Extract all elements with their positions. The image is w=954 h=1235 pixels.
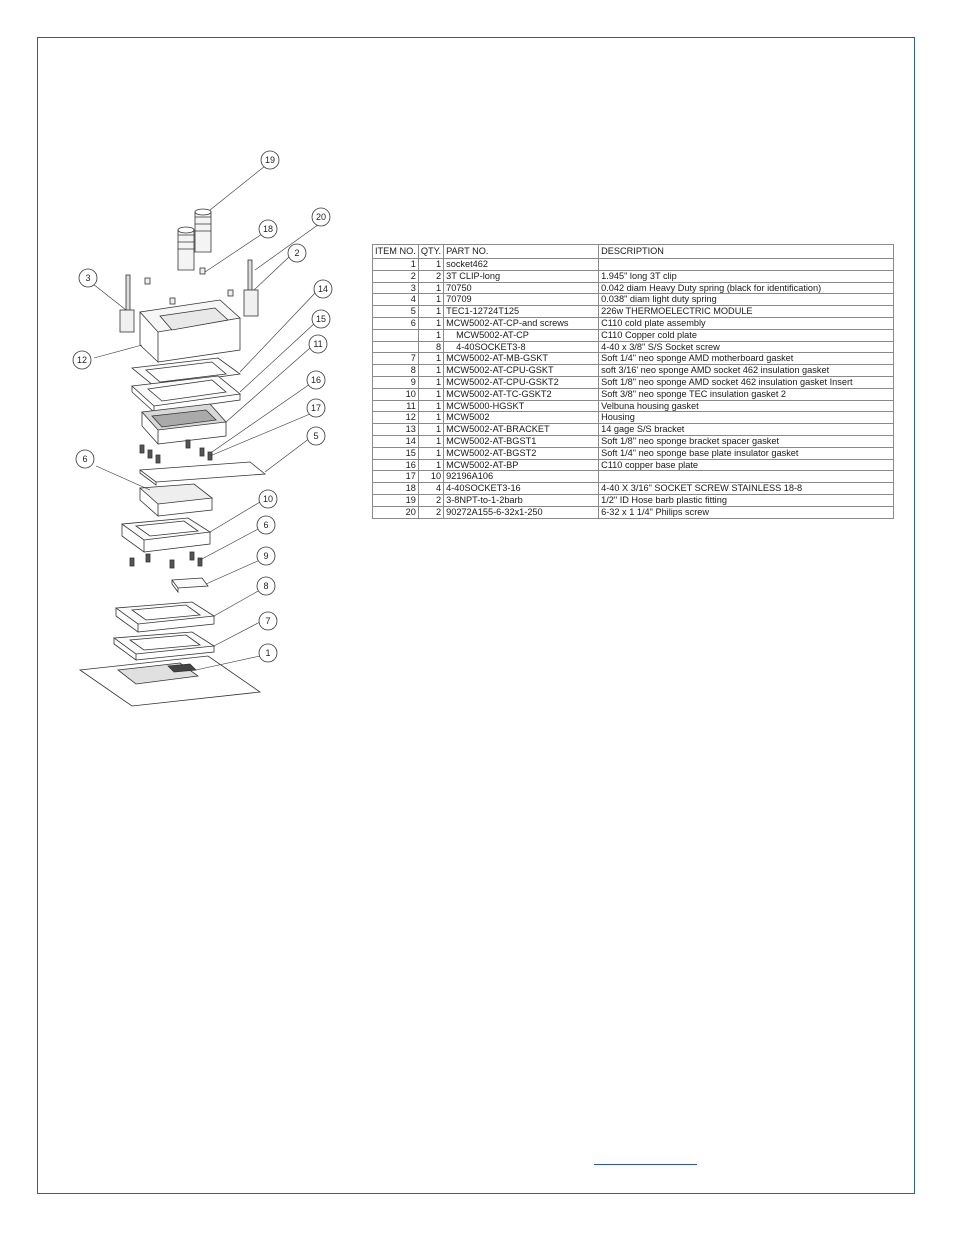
cell-item-no: 20 [373,506,419,518]
cpu-gasket [116,602,214,632]
table-row [373,270,894,282]
cell-part-no: 3-8NPT-to-1-2barb [444,494,599,506]
table-row [373,388,894,400]
cell-item-no: 4 [373,294,419,306]
footer-hyperlink[interactable] [594,1150,697,1165]
cell-item-no: 19 [373,494,419,506]
cold-plate-screws [130,552,202,568]
balloon-19: 19 [264,155,276,165]
cell-part-no: socket462 [444,259,599,271]
cell-description: 0.038" diam light duty spring [599,294,894,306]
table-row [373,424,894,436]
balloon-16: 16 [310,375,322,385]
cell-part-no: MCW5002-AT-TC-GSKT2 [444,388,599,400]
cell-part-no: 92196A106 [444,471,599,483]
balloon-20: 20 [315,212,327,222]
balloon-2: 2 [294,248,300,258]
table-row [373,376,894,388]
cell-item-no: 6 [373,317,419,329]
housing [140,300,240,362]
cell-qty: 4 [418,483,443,495]
bom-body [373,259,894,519]
cell-part-no: 3T CLIP-long [444,270,599,282]
table-row [373,483,894,495]
cell-description: 226w THERMOELECTRIC MODULE [599,306,894,318]
table-row [373,329,894,341]
table-row [373,506,894,518]
cell-qty: 1 [418,317,443,329]
table-row [373,447,894,459]
cell-part-no: 70709 [444,294,599,306]
table-row [373,259,894,271]
exploded-assembly-drawing [60,140,350,720]
cell-description: C110 copper base plate [599,459,894,471]
cell-part-no: MCW5002-AT-CPU-GSKT [444,365,599,377]
thermoelectric-module [140,462,265,485]
tec-gasket [122,518,210,552]
table-row [373,471,894,483]
cell-item-no: 9 [373,376,419,388]
cell-item-no: 13 [373,424,419,436]
cell-description: C110 Copper cold plate [599,329,894,341]
cell-qty: 1 [418,459,443,471]
cell-part-no: 90272A155-6-32x1-250 [444,506,599,518]
cell-description: 0.042 diam Heavy Duty spring (black for identification) [599,282,894,294]
cell-part-no: 4-40SOCKET3-16 [444,483,599,495]
balloon-17: 17 [310,403,322,413]
balloon-10: 10 [262,494,274,504]
cell-part-no: MCW5002-AT-BP [444,459,599,471]
cold-plate [140,484,212,516]
balloon-6: 6 [82,454,88,464]
motherboard-socket [80,656,260,706]
balloon-9: 9 [263,551,269,561]
cell-part-no: 4-40SOCKET3-8 [444,341,599,353]
cell-qty: 1 [418,365,443,377]
cell-item-no: 17 [373,471,419,483]
cell-description: C110 cold plate assembly [599,317,894,329]
cell-item-no: 18 [373,483,419,495]
cell-description: soft 3/16' neo sponge AMD socket 462 insulation gasket [599,365,894,377]
cell-item-no: 15 [373,447,419,459]
table-row [373,400,894,412]
cell-qty: 1 [418,353,443,365]
header-description: DESCRIPTION [599,245,894,259]
table-row [373,494,894,506]
hose-barb-fittings [178,209,211,270]
cell-part-no: MCW5002-AT-BGST2 [444,447,599,459]
cell-item-no [373,341,419,353]
balloon-18: 18 [262,224,274,234]
cell-qty: 1 [418,306,443,318]
table-row [373,294,894,306]
cell-part-no: 70750 [444,282,599,294]
header-item-no: ITEM NO. [373,245,419,259]
cpu-gasket-insert [172,578,208,592]
balloon-12: 12 [76,355,88,365]
table-row [373,306,894,318]
cell-description [599,259,894,271]
balloon-8: 8 [263,581,269,591]
cell-description: Housing [599,412,894,424]
cell-description: Soft 3/8" neo sponge TEC insulation gasket 2 [599,388,894,400]
cell-description: Soft 1/8" neo sponge AMD socket 462 insulation gasket Insert [599,376,894,388]
cell-part-no: TEC1-12724T125 [444,306,599,318]
cell-qty: 1 [418,329,443,341]
balloon-7: 7 [265,616,271,626]
header-qty: QTY. [418,245,443,259]
small-screws-18 [145,268,233,304]
cell-description: 1.945" long 3T clip [599,270,894,282]
cell-item-no: 7 [373,353,419,365]
cell-qty: 1 [418,376,443,388]
cell-item-no: 16 [373,459,419,471]
cell-description: Velbuna housing gasket [599,400,894,412]
cell-qty: 8 [418,341,443,353]
cell-description: 6-32 x 1 1/4" Philips screw [599,506,894,518]
cell-part-no: MCW5002-AT-BRACKET [444,424,599,436]
cell-qty: 1 [418,294,443,306]
table-row [373,412,894,424]
balloon-11: 11 [313,339,323,349]
motherboard-gasket [114,632,214,660]
cell-item-no: 10 [373,388,419,400]
header-part-no: PART NO. [444,245,599,259]
table-row [373,435,894,447]
cell-description: 4-40 X 3/16" SOCKET SCREW STAINLESS 18-8 [599,483,894,495]
cell-part-no: MCW5000-HGSKT [444,400,599,412]
cell-description: Soft 1/4" neo sponge base plate insulator gasket [599,447,894,459]
cell-item-no: 3 [373,282,419,294]
cell-qty: 1 [418,400,443,412]
balloon-15: 15 [315,314,327,324]
cell-qty: 1 [418,388,443,400]
cell-qty: 2 [418,494,443,506]
cell-item-no: 14 [373,435,419,447]
table-row [373,459,894,471]
cell-description: 14 gage S/S bracket [599,424,894,436]
cell-description: Soft 1/8" neo sponge bracket spacer gasket [599,435,894,447]
cell-item-no: 2 [373,270,419,282]
cell-qty: 1 [418,259,443,271]
cell-qty: 1 [418,435,443,447]
cell-item-no: 12 [373,412,419,424]
cell-item-no: 1 [373,259,419,271]
cell-qty: 2 [418,270,443,282]
cell-part-no: MCW5002-AT-BGST1 [444,435,599,447]
balloon-6b: 6 [263,520,269,530]
cell-qty: 1 [418,447,443,459]
balloon-1: 1 [265,648,271,658]
cell-item-no: 11 [373,400,419,412]
table-row [373,341,894,353]
cell-item-no: 8 [373,365,419,377]
cell-description [599,471,894,483]
cell-part-no: MCW5002-AT-MB-GSKT [444,353,599,365]
balloon-14: 14 [317,284,329,294]
balloon-3: 3 [85,273,91,283]
cell-item-no [373,329,419,341]
table-row [373,317,894,329]
cell-description: 1/2" ID Hose barb plastic fitting [599,494,894,506]
screws-17 [140,440,212,463]
balloon-5: 5 [313,431,319,441]
cell-description: 4-40 x 3/8" S/S Socket screw [599,341,894,353]
cell-part-no: MCW5002 [444,412,599,424]
cell-qty: 1 [418,282,443,294]
cell-part-no: MCW5002-AT-CP [444,329,599,341]
table-row [373,365,894,377]
cell-description: Soft 1/4" neo sponge AMD motherboard gasket [599,353,894,365]
cell-item-no: 5 [373,306,419,318]
cell-qty: 10 [418,471,443,483]
cell-part-no: MCW5002-AT-CP-and screws [444,317,599,329]
cell-qty: 1 [418,412,443,424]
bill-of-materials-table [372,244,894,519]
cell-qty: 1 [418,424,443,436]
table-row [373,353,894,365]
cell-qty: 2 [418,506,443,518]
copper-base-plate [142,404,226,444]
cell-part-no: MCW5002-AT-CPU-GSKT2 [444,376,599,388]
bom-header-row [373,245,894,259]
bracket-gaskets [132,358,240,412]
table-row [373,282,894,294]
